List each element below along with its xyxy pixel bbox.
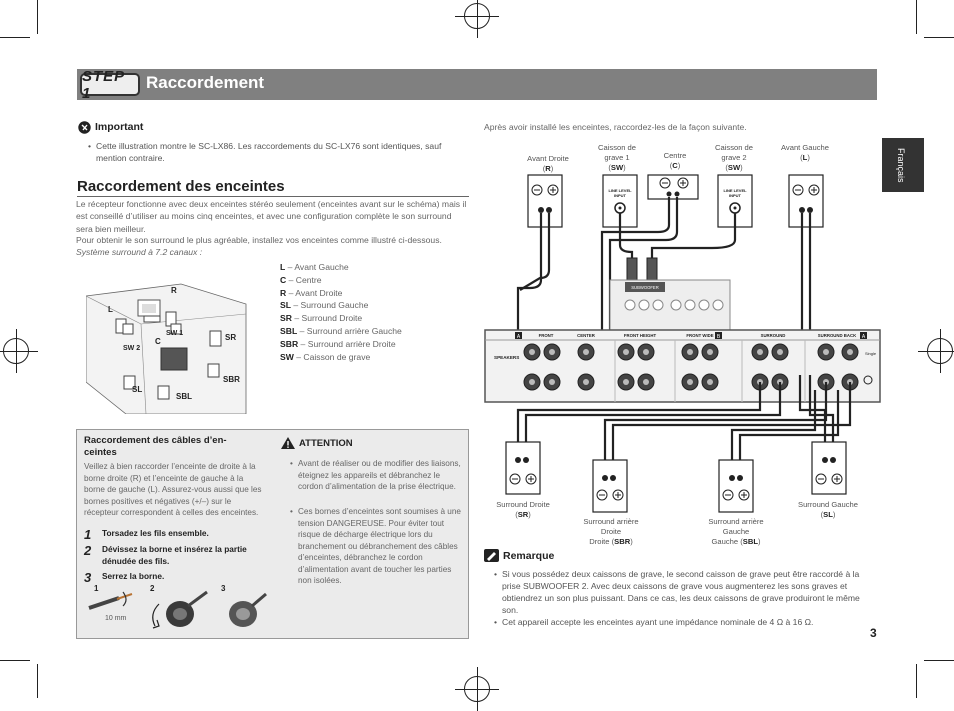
- remarque-bullet-1: • Si vous possédez deux caissons de grave, le second caisson de grave peut être raccordé à la prise SUBWOOFER 2. Avec deux caissons de grave vous augmenterez les sons graves et obtiendrez un son plus puissant. Dans ce cas, les deux caissons de grave produiront le même son.: [494, 569, 860, 615]
- legend-item: SR – Surround Droite: [280, 313, 363, 324]
- language-label: Français: [896, 148, 906, 183]
- step-badge: STEP 1: [80, 73, 140, 96]
- room-label-sbr: SBR: [223, 375, 240, 384]
- svg-text:A: A: [516, 334, 521, 340]
- svg-text:B: B: [716, 334, 721, 340]
- room-label-c: C: [155, 337, 161, 346]
- svg-text:INPUT: INPUT: [729, 193, 741, 198]
- legend-item: L – Avant Gauche: [280, 262, 349, 272]
- crop-mark: [924, 660, 954, 661]
- page-number: 3: [870, 626, 877, 640]
- cable-step-2: 2 Dévissez la borne et insérez la partie dénudée des fils.: [84, 543, 247, 566]
- crop-mark: [924, 37, 954, 38]
- section-rule: [77, 196, 469, 197]
- important-heading: Important: [95, 121, 144, 133]
- registration-mark-left: [3, 338, 29, 364]
- crop-mark: [916, 664, 917, 698]
- attention-bullet-1: • Avant de réaliser ou de modifier des liaisons, éteignez les appareils et débranchez le cordon d’alimentation de la prise électrique.: [290, 459, 461, 491]
- cable-box-title: Raccordement des câbles d’en-ceintes: [84, 435, 227, 458]
- panel-label-surround: SURROUND: [760, 333, 786, 338]
- cable-connection-box: [76, 429, 469, 639]
- panel-label-front-height: FRONT HEIGHT: [623, 333, 657, 338]
- speakers-paragraph-1: Le récepteur fonctionne avec deux enceintes stéréo seulement (enceintes avant sur le schéma) mais il est conseillé d’utiliser au moins cinq enceintes, et avec une configuration complète le son surround sera bien meilleur.: [76, 199, 467, 234]
- crop-mark: [0, 37, 30, 38]
- cable-step-1: 1 Torsadez les fils ensemble.: [84, 527, 209, 542]
- svg-text:LINE LEVEL: LINE LEVEL: [723, 188, 747, 193]
- speaker-caption-subwoofer-2: Caisson de grave 2 (SW): [715, 143, 753, 172]
- page-title: Raccordement: [146, 73, 265, 92]
- registration-mark-right: [927, 338, 953, 364]
- attention-bullet-2: • Ces bornes d’enceintes sont soumises à une tension DANGEREUSE. Pour éviter tout risque de décharge électrique lors du branchement ou débranchement des câbles d’enceintes, débranchez le cordon d’alimentation avant de toucher les parties non isolées.: [290, 507, 461, 585]
- speaker-front-left: [789, 175, 823, 227]
- speaker-surround-left: [812, 442, 846, 494]
- panel-side-label: SPEAKERS: [494, 355, 520, 360]
- speakers-paragraph-2: Pour obtenir le son surround le plus agréable, installez vos enceintes comme illustré ci-dessous.: [76, 235, 442, 245]
- figure-num-3: 3: [221, 584, 226, 593]
- important-bullet-text: Cette illustration montre le SC-LX86. Les raccordements du SC-LX76 sont identiques, sauf mention contraire.: [96, 141, 442, 163]
- crop-mark: [37, 0, 38, 34]
- room-label-sw2: SW 2: [123, 345, 141, 352]
- terminal-unscrew-illustration: [145, 590, 215, 635]
- note-icon: [484, 549, 499, 562]
- important-icon: [78, 121, 91, 134]
- panel-label-front: FRONT: [538, 333, 554, 338]
- panel-label-surround-back: SURROUND BACK: [817, 333, 857, 338]
- room-illustration: [86, 264, 266, 414]
- wire-length-label: 10 mm: [105, 615, 127, 622]
- single-label: Single: [865, 351, 877, 356]
- speaker-caption-surround-back-right: Surround arrière Droite Droite (SBR): [583, 517, 639, 546]
- important-bullet: • Cette illustration montre le SC-LX86. Les raccordements du SC-LX76 sont identiques, sauf mention contraire.: [88, 140, 468, 164]
- panel-label-center: CENTER: [577, 333, 595, 338]
- crop-mark: [37, 664, 38, 698]
- room-label-l: L: [108, 305, 113, 314]
- line-level-label: LINE LEVEL: [608, 188, 632, 193]
- speaker-caption-center: Centre (C): [663, 151, 687, 170]
- attention-heading: ATTENTION: [299, 438, 353, 449]
- speaker-legend: [280, 261, 402, 363]
- cable-box-intro: Veillez à bien raccorder l’enceinte de droite à la borne droite (R) et l’enceinte de gauche à la borne de gauche (L). Assurez-vous aussi que les bornes positives et négatives (+/–) sur le récepteur correspondent à celles des enceintes.: [84, 462, 262, 517]
- crop-mark: [916, 0, 917, 34]
- speaker-caption-surround-right: Surround Droite (SR): [496, 500, 550, 519]
- room-label-sl: SL: [132, 385, 143, 394]
- speaker-caption-front-left: Avant Gauche (L): [781, 143, 829, 162]
- speakers-section-title: Raccordement des enceintes: [77, 178, 285, 195]
- crop-mark: [0, 660, 30, 661]
- speaker-surround-right: [506, 442, 540, 494]
- figure-num-2: 2: [150, 584, 155, 593]
- room-label-sbl: SBL: [176, 392, 192, 401]
- wiring-diagram: [480, 170, 890, 515]
- svg-text:INPUT: INPUT: [614, 193, 626, 198]
- legend-item: SBL – Surround arrière Gauche: [280, 325, 402, 336]
- diagram-intro: Après avoir installé les enceintes, raccordez-les de la façon suivante.: [484, 122, 747, 132]
- registration-mark-bottom: [464, 676, 490, 702]
- room-label-sw1: SW 1: [166, 330, 184, 337]
- subwoofer-output-label: SUBWOOFER: [631, 285, 659, 290]
- legend-item: R – Avant Droite: [280, 287, 343, 298]
- speaker-caption-front-right: Avant Droite (R): [527, 154, 569, 173]
- room-label-sr: SR: [225, 333, 237, 342]
- room-label-r: R: [171, 286, 177, 295]
- remarque-bullet-2: • Cet appareil accepte les enceintes ayant une impédance nominale de 4 Ω à 16 Ω.: [494, 617, 814, 627]
- receiver-speaker-panel: [485, 330, 880, 402]
- panel-label-front-wide: FRONT WIDE: [686, 333, 714, 338]
- speaker-caption-surround-left: Surround Gauche (SL): [798, 500, 858, 519]
- legend-item: SW – Caisson de grave: [280, 351, 371, 362]
- speaker-caption-surround-back-left: Surround arrière Gauche Gauche (SBL): [708, 517, 764, 546]
- svg-text:A: A: [861, 334, 866, 340]
- figure-num-1: 1: [94, 584, 99, 593]
- speaker-surround-back-left: [719, 460, 753, 512]
- remarque-heading: Remarque: [503, 550, 555, 562]
- legend-item: SL – Surround Gauche: [280, 300, 369, 311]
- registration-mark-top: [464, 3, 490, 29]
- warning-icon: [281, 437, 295, 449]
- cable-step-3: 3 Serrez la borne.: [84, 570, 165, 585]
- speaker-caption-subwoofer-1: Caisson de grave 1 (SW): [598, 143, 636, 172]
- speaker-surround-back-right: [593, 460, 627, 512]
- terminal-tighten-illustration: [219, 592, 269, 634]
- speaker-front-right: [528, 175, 562, 227]
- system-note: Système surround à 7.2 canaux :: [76, 247, 203, 257]
- speaker-center: [648, 175, 698, 199]
- legend-item: C – Centre: [280, 274, 322, 285]
- legend-item: SBR – Surround arrière Droite: [280, 338, 396, 349]
